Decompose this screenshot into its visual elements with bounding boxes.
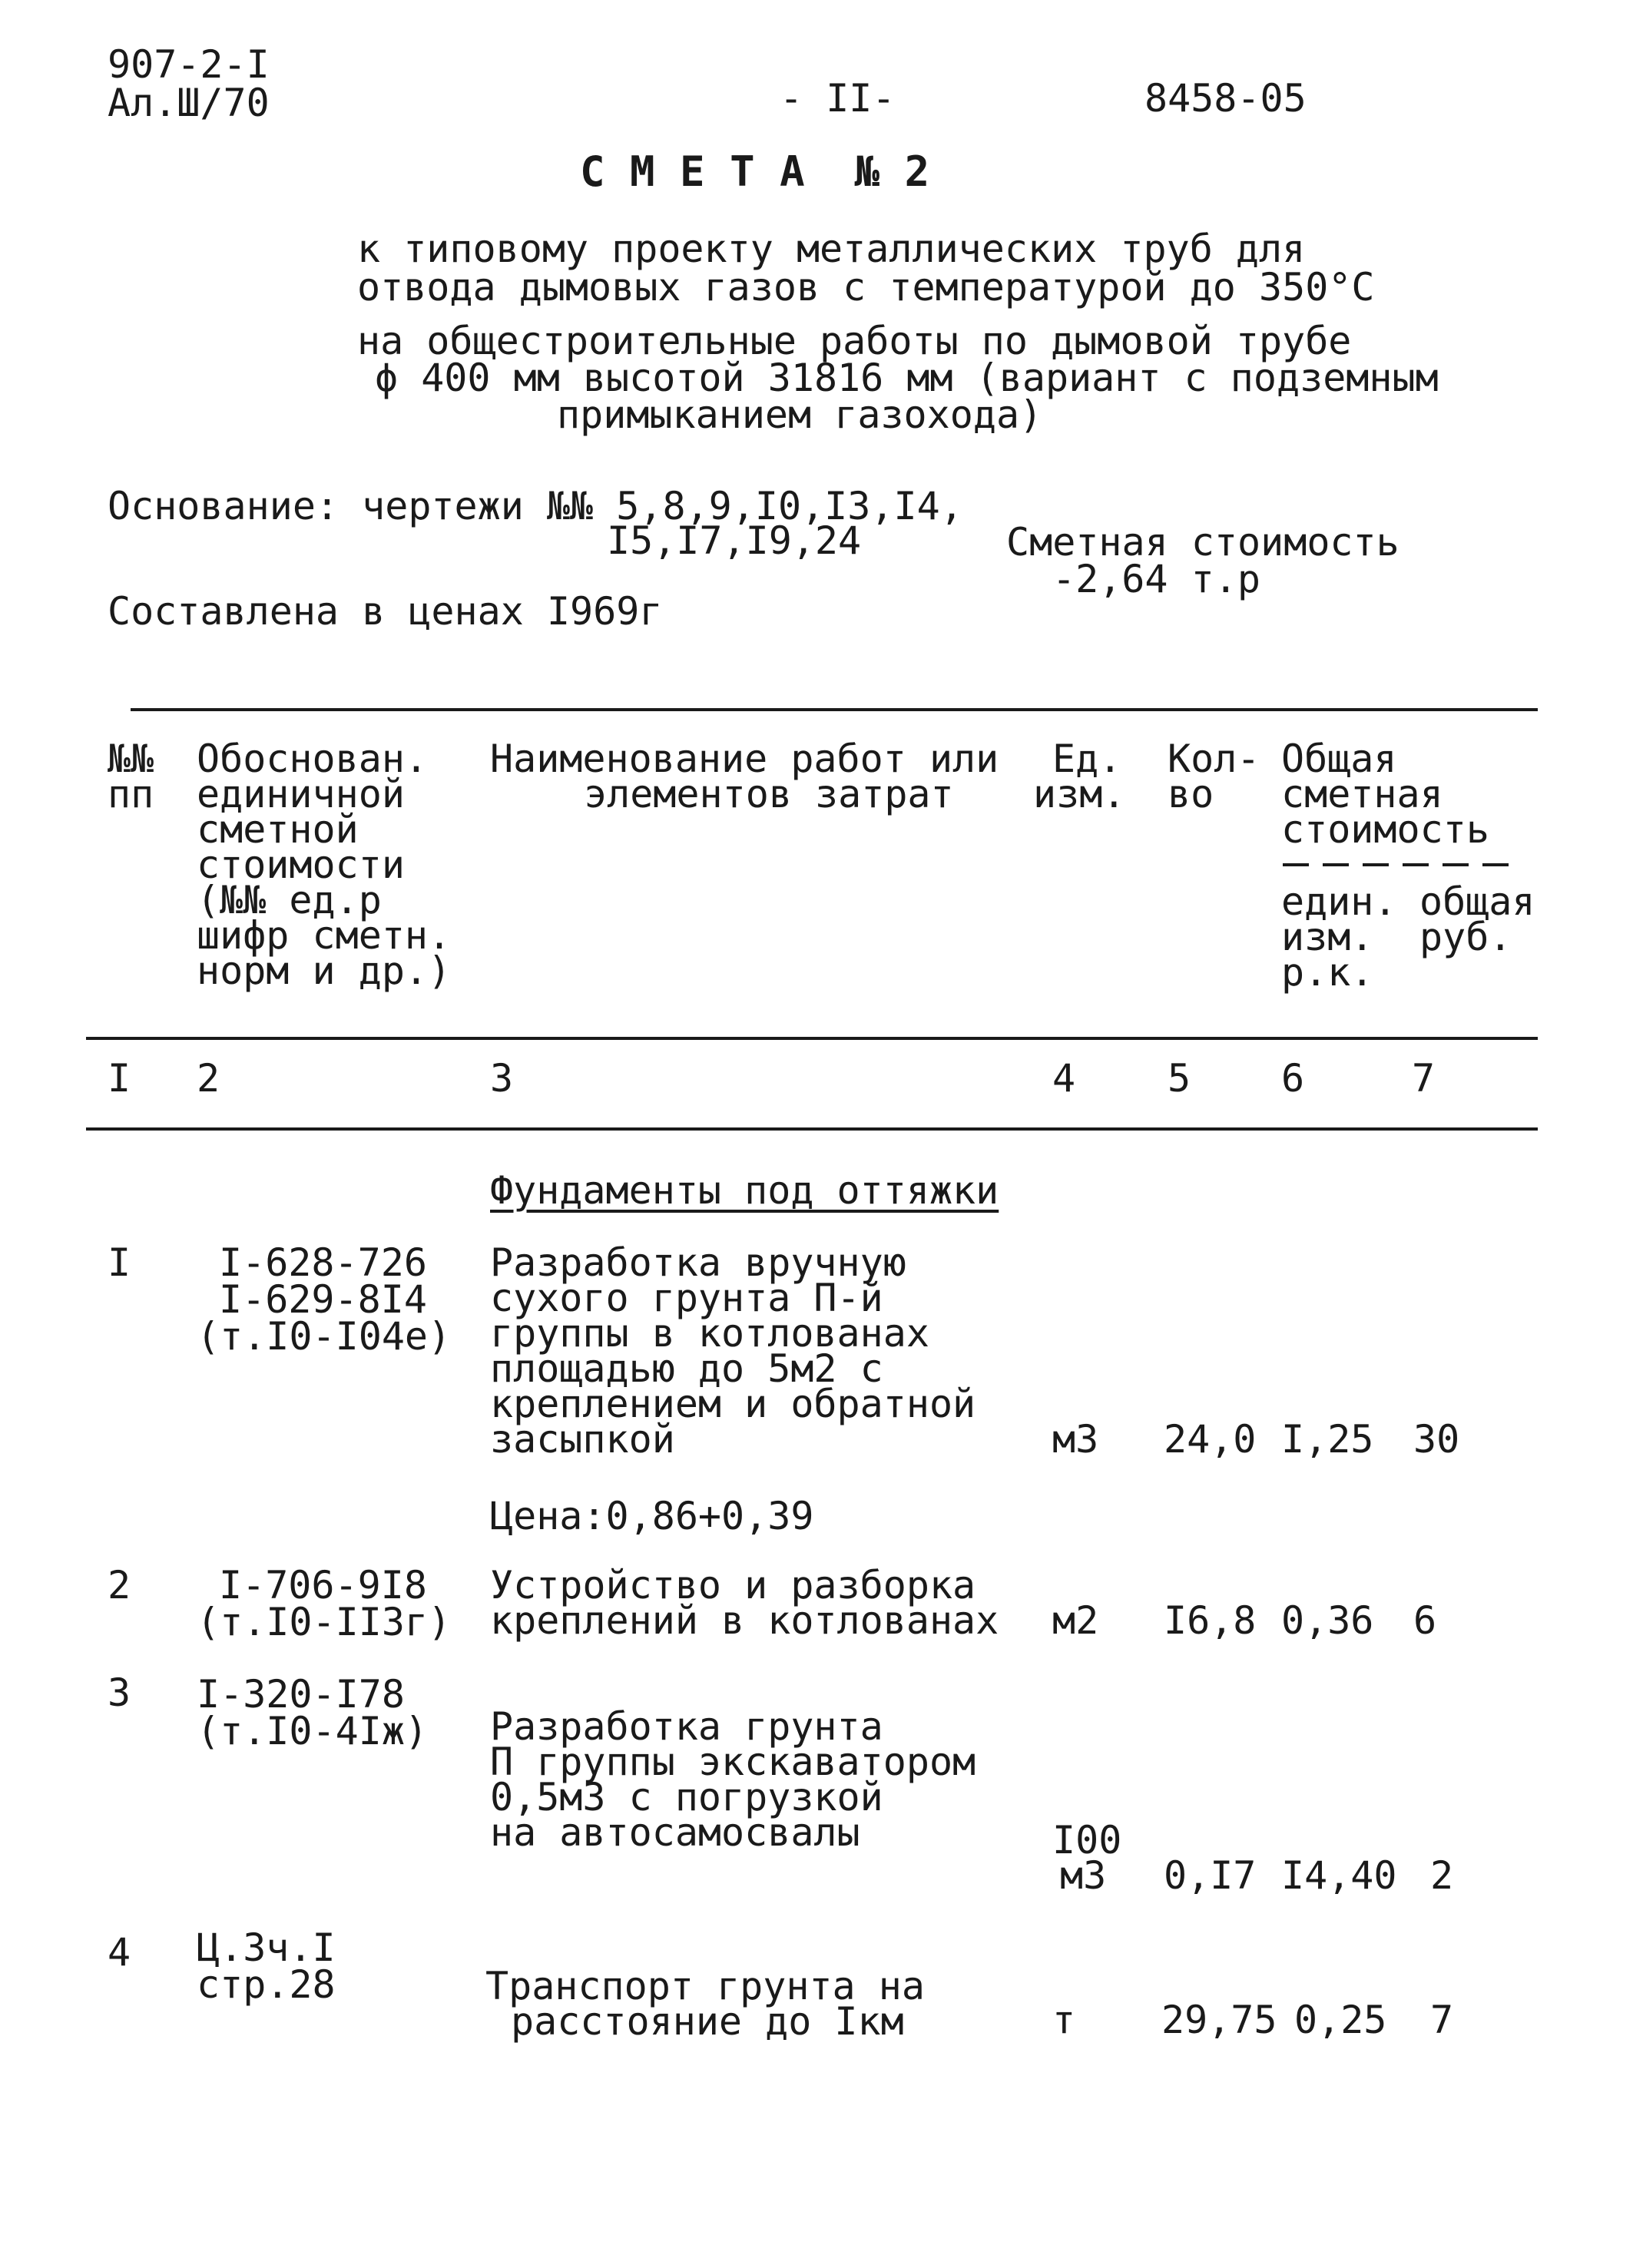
row-number: 2 xyxy=(108,1563,131,1607)
row-quantity: I6,8 xyxy=(1164,1598,1257,1643)
header-col-2-line: сметной xyxy=(197,807,359,852)
row-unit: I00 xyxy=(1052,1818,1122,1862)
header-col-2-line: норм и др.) xyxy=(197,949,452,993)
header-col-1-line: №№ xyxy=(108,737,154,781)
row-name: Устройство и разборка xyxy=(490,1563,976,1607)
page-number: - II- xyxy=(780,76,896,121)
header-dash xyxy=(1482,863,1509,866)
column-number: I xyxy=(108,1056,131,1101)
row-quantity: 0,I7 xyxy=(1164,1853,1257,1898)
header-col-6-line: един. xyxy=(1281,879,1397,924)
row-name: 0,5м3 с погрузкой xyxy=(490,1775,883,1819)
row-basis: I-320-I78 xyxy=(197,1672,405,1717)
row-unit: м3 xyxy=(1060,1853,1107,1898)
column-number: 5 xyxy=(1168,1056,1191,1101)
estimated-cost-label: Сметная стоимость xyxy=(1006,520,1399,565)
row-quantity: 24,0 xyxy=(1164,1417,1257,1462)
row-unit-price: I,25 xyxy=(1281,1417,1374,1462)
row-name: расстояние до Iкм xyxy=(511,1999,904,2044)
header-dash xyxy=(1363,863,1389,866)
title-line-3: на общестроительные работы по дымовой трубе xyxy=(357,319,1352,363)
doc-code: 907-2-I xyxy=(108,42,270,87)
column-number: 3 xyxy=(490,1056,514,1101)
header-col-5-line: во xyxy=(1168,772,1214,816)
column-number: 6 xyxy=(1281,1056,1305,1101)
row-unit: м2 xyxy=(1052,1598,1099,1643)
row-quantity: 29,75 xyxy=(1161,1998,1277,2042)
row-name: П группы экскаватором xyxy=(490,1740,976,1784)
header-dash xyxy=(1403,863,1429,866)
row-number: I xyxy=(108,1240,131,1285)
header-dash xyxy=(1443,863,1469,866)
title-line-2: отвода дымовых газов с температурой до 350°С xyxy=(357,265,1375,310)
column-number: 2 xyxy=(197,1056,220,1101)
row-name: на автосамосвалы xyxy=(490,1810,860,1855)
header-col-67-line: Общая xyxy=(1281,737,1397,781)
row-basis: I-629-8I4 xyxy=(219,1277,427,1322)
header-col-67-line: стоимость xyxy=(1281,807,1489,852)
row-total: 30 xyxy=(1413,1417,1460,1462)
header-col-4-line: изм. xyxy=(1033,772,1126,816)
column-number: 7 xyxy=(1412,1056,1436,1101)
row-basis: стр.28 xyxy=(197,1962,336,2007)
header-col-2-line: шифр сметн. xyxy=(197,913,452,958)
column-number: 4 xyxy=(1052,1056,1076,1101)
header-col-2-line: (№№ ед.р xyxy=(197,878,382,922)
header-dash xyxy=(1283,863,1309,866)
header-col-5-line: Кол- xyxy=(1168,737,1260,781)
row-total: 7 xyxy=(1430,1998,1454,2042)
row-name: Транспорт грунта на xyxy=(485,1964,925,2008)
header-col-67-line: сметная xyxy=(1281,772,1443,816)
row-basis: Ц.3ч.I xyxy=(197,1925,336,1970)
row-unit-price: 0,25 xyxy=(1294,1998,1387,2042)
row-name: площадью до 5м2 с xyxy=(490,1346,883,1391)
row-name: засыпкой xyxy=(490,1417,675,1462)
row-basis: (т.I0-II3г) xyxy=(197,1600,452,1644)
table-top-rule xyxy=(131,708,1538,711)
row-unit-price: I4,40 xyxy=(1281,1853,1397,1898)
row-name: сухого грунта П-й xyxy=(490,1276,883,1320)
row-name: Разработка вручную xyxy=(490,1240,906,1285)
row-name: креплений в котлованах xyxy=(490,1598,999,1643)
header-col-1-line: пп xyxy=(108,772,154,816)
header-dash xyxy=(1323,863,1349,866)
album-number: Ал.Ш/70 xyxy=(108,81,270,125)
header-col-6-line: р.к. xyxy=(1281,950,1374,995)
row-name: группы в котлованах xyxy=(490,1311,929,1356)
column-number-rule xyxy=(86,1127,1538,1131)
row-unit-price: 0,36 xyxy=(1281,1598,1374,1643)
row-number: 3 xyxy=(108,1670,131,1715)
header-col-3-line: элементов затрат xyxy=(584,772,954,816)
row-unit: т xyxy=(1052,1998,1076,2042)
row-name: креплением и обратной xyxy=(490,1382,976,1426)
row-basis: I-706-9I8 xyxy=(219,1563,427,1607)
header-col-7-line: руб. xyxy=(1419,915,1512,959)
header-col-2-line: стоимости xyxy=(197,843,405,887)
header-col-2-line: Обоснован. xyxy=(197,737,429,781)
section-title: Фундаменты под оттяжки xyxy=(490,1168,999,1213)
title-line-1: к типовому проекту металлических труб для xyxy=(357,227,1306,271)
row-unit: м3 xyxy=(1052,1417,1099,1462)
row-name: Разработка грунта xyxy=(490,1704,883,1749)
row-basis: I-628-726 xyxy=(219,1240,427,1285)
row-basis: (т.I0-4Iж) xyxy=(197,1709,429,1753)
header-col-7-line: общая xyxy=(1419,879,1535,924)
header-col-6-line: изм. xyxy=(1281,915,1374,959)
header-col-3-line: Наименование работ или xyxy=(490,737,999,781)
estimated-cost-value: -2,64 т.р xyxy=(1052,557,1260,601)
price-basis: Составлена в ценах I969г xyxy=(108,589,663,634)
title-line-5: примыканием газохода) xyxy=(557,392,1043,437)
title-line-4: ϕ 400 мм высотой 31816 мм (вариант с подземным xyxy=(375,356,1439,400)
row-price-note: Цена:0,86+0,39 xyxy=(490,1494,814,1538)
header-col-4-line: Ед. xyxy=(1052,737,1122,781)
project-code: 8458-05 xyxy=(1144,76,1307,121)
row-total: 2 xyxy=(1430,1853,1454,1898)
basis-drawings-cont: I5,I7,I9,24 xyxy=(607,518,862,563)
row-basis: (т.I0-I04е) xyxy=(197,1314,452,1359)
header-bottom-rule xyxy=(86,1037,1538,1040)
row-number: 4 xyxy=(108,1930,131,1975)
basis-drawings: Основание: чертежи №№ 5,8,9,I0,I3,I4, xyxy=(108,484,963,528)
header-col-2-line: единичной xyxy=(197,772,405,816)
document-heading: С М Е Т А № 2 xyxy=(580,147,930,196)
row-total: 6 xyxy=(1413,1598,1437,1643)
